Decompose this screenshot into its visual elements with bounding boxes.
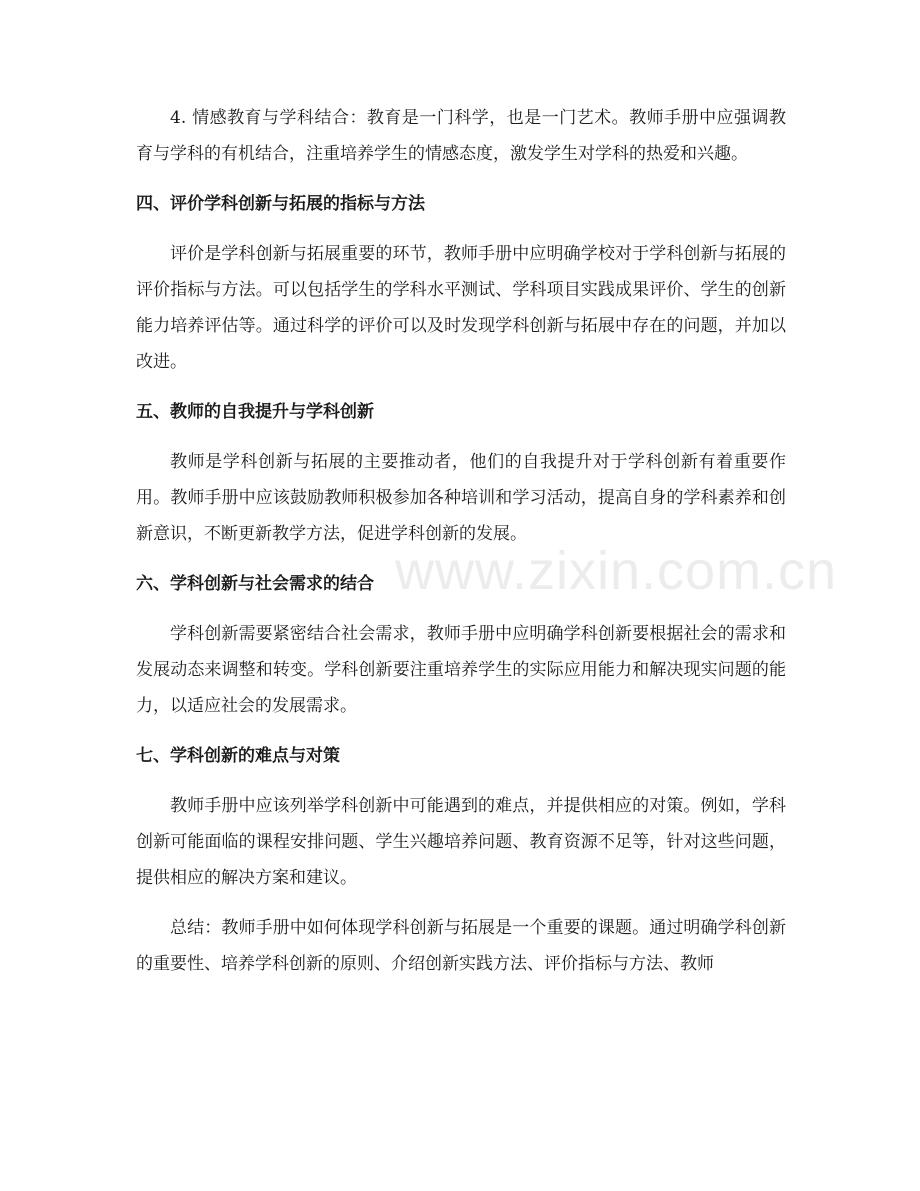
paragraph-evaluation: 评价是学科创新与拓展重要的环节，教师手册中应明确学校对于学科创新与拓展的评价指标与方法。可以包括学生的学科水平测试、学科项目实践成果评价、学生的创新能力培养评估等。通过科学的评价可以及时发现学科创新与拓展中存在的问题，并加以改进。 — [136, 244, 786, 372]
paragraph-social-needs: 学科创新需要紧密结合社会需求，教师手册中应明确学科创新要根据社会的需求和发展动态来调整和转变。学科创新要注重培养学生的实际应用能力和解决现实问题的能力，以适应社会的发展需求。 — [136, 624, 786, 716]
section-heading-social-needs: 六、学科创新与社会需求的结合 — [136, 574, 374, 594]
paragraph-difficulties: 教师手册中应该列举学科创新中可能遇到的难点，并提供相应的对策。例如，学科创新可能面临的课程安排问题、学生兴趣培养问题、教育资源不足等，针对这些问题，提供相应的解决方案和建议。 — [136, 796, 786, 888]
section-heading-difficulties: 七、学科创新的难点与对策 — [136, 746, 340, 766]
paragraph-summary: 总结：教师手册中如何体现学科创新与拓展是一个重要的课题。通过明确学科创新的重要性、培养学科创新的原则、介绍创新实践方法、评价指标与方法、教师 — [136, 918, 786, 974]
watermark: www.zixin.com.cn — [395, 541, 838, 601]
paragraph-emotion-education: 4. 情感教育与学科结合：教育是一门科学，也是一门艺术。教师手册中应强调教育与学科的有机结合，注重培养学生的情感态度，激发学生对学科的热爱和兴趣。 — [136, 108, 786, 164]
document-body — [136, 100, 786, 996]
section-heading-teacher-improvement: 五、教师的自我提升与学科创新 — [136, 402, 374, 422]
section-heading-evaluation: 四、评价学科创新与拓展的指标与方法 — [136, 194, 425, 214]
paragraph-teacher-improvement: 教师是学科创新与拓展的主要推动者，他们的自我提升对于学科创新有着重要作用。教师手册中应该鼓励教师积极参加各种培训和学习活动，提高自身的学科素养和创新意识，不断更新教学方法，促进学科创新的发展。 — [136, 452, 786, 544]
